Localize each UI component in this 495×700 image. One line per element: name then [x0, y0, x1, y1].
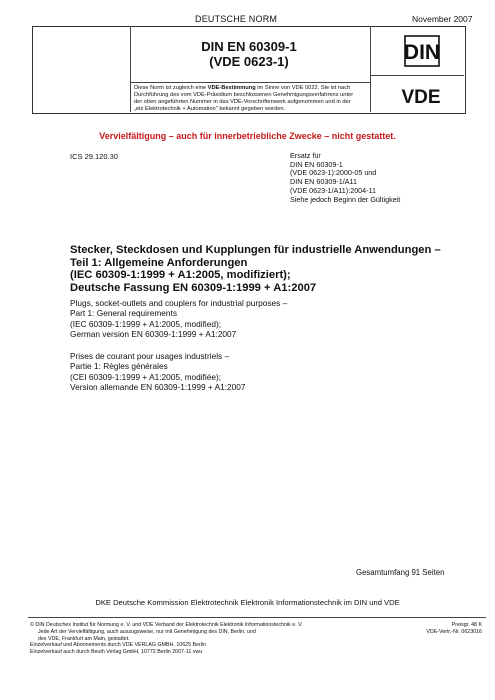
- german-title-line: Stecker, Steckdosen und Kupplungen für industrielle Anwendungen –: [70, 244, 441, 256]
- german-title-line: (IEC 60309-1:1999 + A1:2005, modifiziert);: [70, 269, 291, 282]
- sales-line: Einzelverkauf und Abonnements durch VDE VERLAG GMBH, 10625 Berlin: [30, 642, 207, 649]
- french-title-line: Partie 1: Règles générales: [70, 361, 168, 372]
- copyright-footer: [30, 622, 420, 656]
- english-title-line: Part 1: General requirements: [70, 308, 177, 319]
- notice-line: Durchführung des vom VDE-Präsidium beschlossenen Genehmigungsverfahrens unter: [134, 92, 354, 99]
- copyright-line: Jede Art der Vervielfältigung, auch auszugsweise, nur mit Genehmigung des DIN, Berlin, und: [38, 628, 256, 635]
- german-title-line: Teil 1: Allgemeine Anforderungen: [70, 256, 248, 269]
- price-group: Preisgr. 48 K: [451, 622, 482, 628]
- norm-type-label: DEUTSCHE NORM: [195, 14, 278, 24]
- vde-order-number: VDE-Vertr.-Nr. 0623016: [426, 628, 482, 635]
- ics-code: ICS 29.120.30: [70, 152, 118, 161]
- price-info: [426, 622, 482, 636]
- english-title-line: German version EN 60309-1:1999 + A1:2007: [70, 328, 237, 339]
- frame-divider-right: [370, 26, 371, 112]
- english-title: [70, 298, 450, 339]
- copyright-line: des VDE, Frankfurt am Main, gestattet.: [38, 635, 130, 642]
- page-count: Gesamtumfang 91 Seiten: [356, 568, 445, 577]
- replacement-info: [290, 152, 400, 204]
- document-title: [130, 26, 368, 84]
- replacement-line: (VDE 0623-1):2000-05 und: [290, 168, 377, 178]
- dke-publisher: DKE Deutsche Kommission Elektrotechnik Elektronik Informationstechnik im DIN und VDE: [95, 598, 400, 607]
- replacement-line: DIN EN 60309-1/A11: [290, 177, 357, 187]
- replacement-line: Siehe jedoch Beginn der Gültigkeit: [290, 194, 401, 204]
- sales-line: Einzelverkauf auch durch Beuth Verlag GmbH, 10772 Berlin 2007-11 vwu: [30, 649, 203, 656]
- publication-date: November 2007: [412, 14, 473, 24]
- notice-line: Diese Norm ist zugleich eine VDE-Bestimmung im Sinne von VDE 0022. Sie ist nach: [134, 85, 351, 91]
- frame-divider-logos: [370, 75, 464, 76]
- french-title-line: (CEI 60309-1:1999 + A1:2005, modifiée);: [70, 371, 222, 382]
- french-title-line: Version allemande EN 60309-1:1999 + A1:2007: [70, 381, 246, 392]
- french-title: [70, 351, 450, 392]
- replacement-line: Ersatz für: [290, 151, 321, 160]
- replacement-line: (VDE 0623-1/A11):2004-11: [290, 185, 377, 195]
- footer-divider: [28, 617, 486, 618]
- vde-notice: [134, 85, 366, 113]
- vde-number: (VDE 0623-1): [209, 54, 289, 69]
- notice-line: „etz Elektrotechnik + Automation" bekannt gegeben worden.: [134, 106, 286, 113]
- din-logo: [383, 30, 459, 74]
- german-title: [70, 244, 450, 295]
- replacement-line: DIN EN 60309-1: [290, 159, 343, 169]
- vde-logo-text: VDE: [401, 87, 441, 108]
- reproduction-notice: Vervielfältigung – auch für innerbetriebliche Zwecke – nicht gestattet.: [99, 131, 396, 141]
- french-title-line: Prises de courant pour usages industriels –: [70, 351, 230, 361]
- german-title-line: Deutsche Fassung EN 60309-1:1999 + A1:2007: [70, 282, 317, 295]
- vde-logo: [383, 84, 459, 108]
- english-title-line: (IEC 60309-1:1999 + A1:2005, modified);: [70, 318, 222, 329]
- copyright-line: © DIN Deutsches Institut für Normung e. V. und VDE Verband der Elektrotechnik Elektronik Informationstechnik e. V.: [30, 622, 303, 628]
- document-number: DIN EN 60309-1: [201, 39, 297, 54]
- english-title-line: Plugs, socket-outlets and couplers for industrial purposes –: [70, 298, 288, 308]
- din-logo-text: DIN: [403, 41, 441, 64]
- notice-line: der oben angeführten Nummer in das VDE-Vorschriftenwerk aufgenommen und in der: [134, 99, 351, 106]
